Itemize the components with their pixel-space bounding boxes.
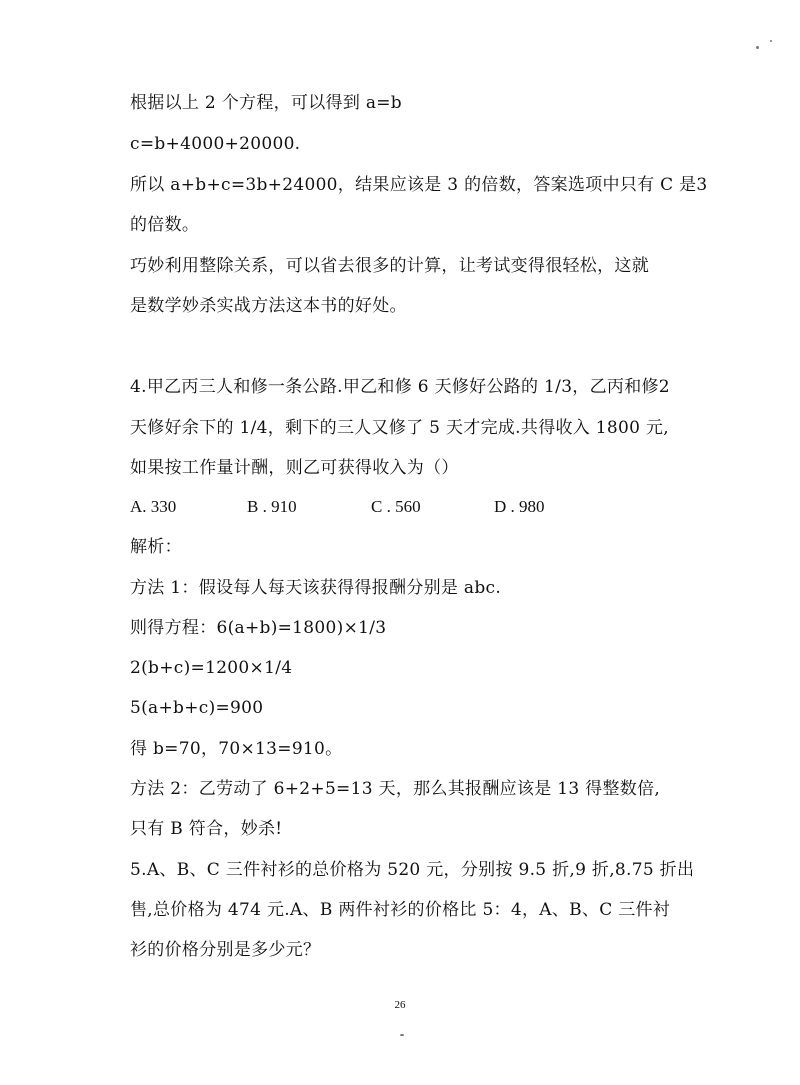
text-line: 巧妙利用整除关系，可以省去很多的计算，让考试变得很轻松，这就: [130, 256, 649, 276]
scan-speck: [756, 46, 759, 49]
question-text: 4.甲乙丙三人和修一条公路.甲乙和修 6 天修好公路的 1/3，乙丙和修2: [130, 377, 670, 397]
option-d: D . 980: [494, 497, 545, 516]
question-text: 天修好余下的 1/4，剩下的三人又修了 5 天才完成.共得收入 1800 元,: [130, 418, 669, 438]
page-number: 26: [394, 999, 406, 1011]
solution-line: 得 b=70，70×13=910。: [130, 739, 343, 759]
option-b: B . 910: [247, 497, 297, 516]
option-c: C . 560: [371, 497, 421, 516]
text-line: 所以 a+b+c=3b+24000，结果应该是 3 的倍数，答案选项中只有 C 是3: [130, 175, 708, 195]
solution-line: 方法 2：乙劳动了 6+2+5=13 天，那么其报酬应该是 13 得整数倍,: [130, 779, 661, 799]
question-text: 衫的价格分别是多少元？: [130, 940, 321, 960]
text-line: 根据以上 2 个方程，可以得到 a=b: [130, 93, 402, 113]
question-text: 5.A、B、C 三件衬衫的总价格为 520 元，分别按 9.5 折,9 折,8.75 折出: [130, 860, 695, 880]
solution-line: 5(a+b+c)=900: [130, 698, 264, 718]
question-text: 售,总价格为 474 元.A、B 两件衬衫的价格比 5：4，A、B、C 三件衬: [130, 900, 671, 920]
solution-line: 则得方程：6(a+b)=1800)×1/3: [130, 618, 387, 638]
scan-speck: [770, 40, 772, 42]
solution-line: 2(b+c)=1200×1/4: [130, 658, 293, 678]
option-a: A. 330: [130, 497, 177, 516]
scan-speck: [400, 1034, 404, 1036]
analysis-label: 解析：: [130, 537, 182, 557]
text-line: 的倍数。: [130, 215, 200, 235]
solution-line: 只有 B 符合，妙杀!: [130, 819, 283, 839]
text-line: c=b+4000+20000.: [130, 134, 301, 154]
solution-line: 方法 1：假设每人每天该获得得报酬分别是 abc.: [130, 578, 502, 598]
question-text: 如果按工作量计酬，则乙可获得收入为（）: [130, 458, 459, 478]
text-line: 是数学妙杀实战方法这本书的好处。: [130, 296, 407, 316]
